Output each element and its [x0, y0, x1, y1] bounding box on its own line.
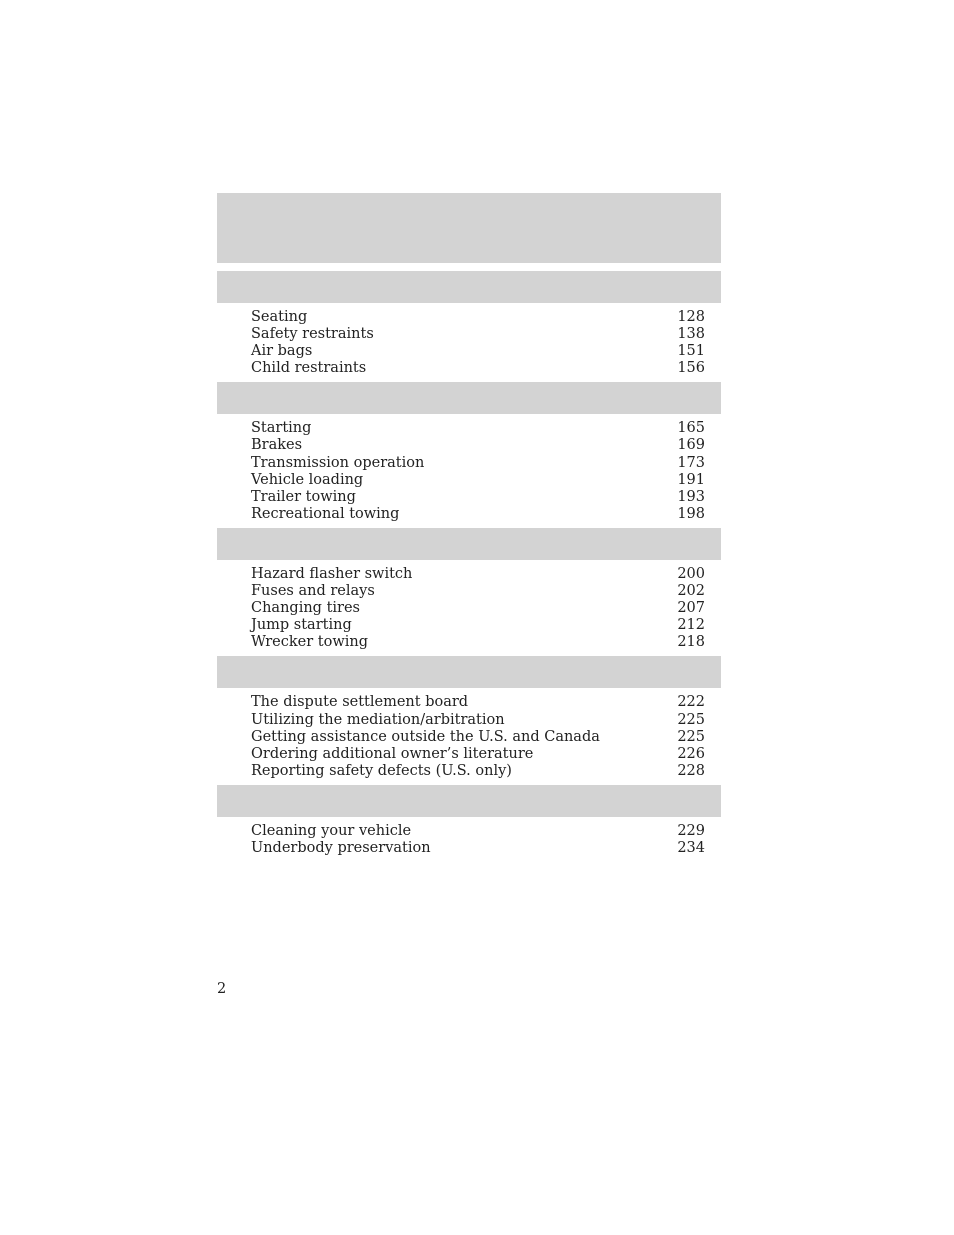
section-header-band [217, 528, 721, 560]
toc-entry-title: Wrecker towing [251, 634, 369, 651]
toc-entry[interactable] [217, 634, 721, 651]
toc-entry[interactable] [217, 506, 721, 523]
table-of-contents [217, 193, 721, 862]
toc-entry[interactable] [217, 420, 721, 437]
toc-entry[interactable] [217, 617, 721, 634]
toc-entry[interactable] [217, 566, 721, 583]
toc-entry[interactable] [217, 309, 721, 326]
toc-entry-title: Jump starting [251, 617, 352, 634]
toc-entry-title: Changing tires [251, 600, 360, 617]
toc-entry-title: Trailer towing [251, 488, 356, 505]
toc-entry-title: Cleaning your vehicle [251, 822, 412, 839]
toc-entry-title: Air bags [251, 343, 313, 360]
toc-entry[interactable] [217, 840, 721, 857]
toc-entry-page: 156 [677, 360, 705, 377]
toc-entry-title: Underbody preservation [251, 839, 431, 856]
toc-entry-title: Reporting safety defects (U.S. only) [251, 762, 512, 779]
toc-entry[interactable] [217, 489, 721, 506]
section-entries [217, 560, 721, 656]
toc-title-band [217, 193, 721, 263]
toc-entry[interactable] [217, 360, 721, 377]
toc-entry-page: 198 [677, 505, 705, 522]
toc-entry-page: 229 [677, 822, 705, 839]
toc-entry-page: 228 [677, 762, 705, 779]
toc-entry[interactable] [217, 583, 721, 600]
toc-entry-title: Recreational towing [251, 505, 400, 522]
toc-entry-page: 212 [677, 617, 705, 634]
toc-entry-title: Ordering additional owner’s literature [251, 745, 534, 762]
toc-entry-title: Child restraints [251, 360, 367, 377]
toc-entry-page: 191 [677, 471, 705, 488]
toc-entry-page: 138 [677, 326, 705, 343]
toc-entry-title: Utilizing the mediation/arbitration [251, 711, 505, 728]
toc-entry-page: 200 [677, 565, 705, 582]
toc-entry[interactable] [217, 455, 721, 472]
toc-entry-page: 226 [677, 745, 705, 762]
section-entries [217, 303, 721, 382]
toc-entry-page: 225 [677, 728, 705, 745]
toc-entry-page: 218 [677, 634, 705, 651]
toc-entry[interactable] [217, 472, 721, 489]
toc-entry-page: 202 [677, 583, 705, 600]
toc-entry-page: 165 [677, 420, 705, 437]
toc-entry[interactable] [217, 600, 721, 617]
toc-entry-title: Safety restraints [251, 326, 374, 343]
page-number: 2 [217, 981, 227, 997]
toc-entry-title: Getting assistance outside the U.S. and Canada [251, 728, 600, 745]
toc-entry[interactable] [217, 729, 721, 746]
toc-entry[interactable] [217, 746, 721, 763]
toc-entry[interactable] [217, 694, 721, 711]
toc-entry[interactable] [217, 712, 721, 729]
toc-entry-page: 207 [677, 600, 705, 617]
toc-entry-title: Brakes [251, 437, 303, 454]
toc-entry[interactable] [217, 343, 721, 360]
toc-entry-title: Starting [251, 420, 312, 437]
toc-entry[interactable] [217, 763, 721, 780]
toc-entry-page: 169 [677, 437, 705, 454]
toc-entry[interactable] [217, 326, 721, 343]
toc-entry-title: Transmission operation [251, 454, 425, 471]
toc-entry-title: Vehicle loading [251, 471, 364, 488]
toc-entry-page: 173 [677, 454, 705, 471]
section-entries [217, 817, 721, 862]
toc-entry-page: 225 [677, 711, 705, 728]
section-header-band [217, 382, 721, 414]
toc-entry[interactable] [217, 437, 721, 454]
toc-entry-title: Seating [251, 309, 308, 325]
toc-entry-title: Hazard flasher switch [251, 565, 413, 582]
section-entries [217, 688, 721, 784]
toc-entry-page: 128 [677, 309, 705, 325]
toc-entry-page: 222 [677, 694, 705, 711]
toc-entry-title: Fuses and relays [251, 583, 375, 600]
toc-entry-page: 234 [677, 839, 705, 856]
section-entries [217, 414, 721, 528]
toc-entry-page: 193 [677, 488, 705, 505]
toc-entry-page: 151 [677, 343, 705, 360]
toc-entry[interactable] [217, 823, 721, 840]
section-header-band [217, 785, 721, 817]
section-header-band [217, 271, 721, 303]
section-header-band [217, 656, 721, 688]
toc-entry-title: The dispute settlement board [251, 694, 469, 711]
